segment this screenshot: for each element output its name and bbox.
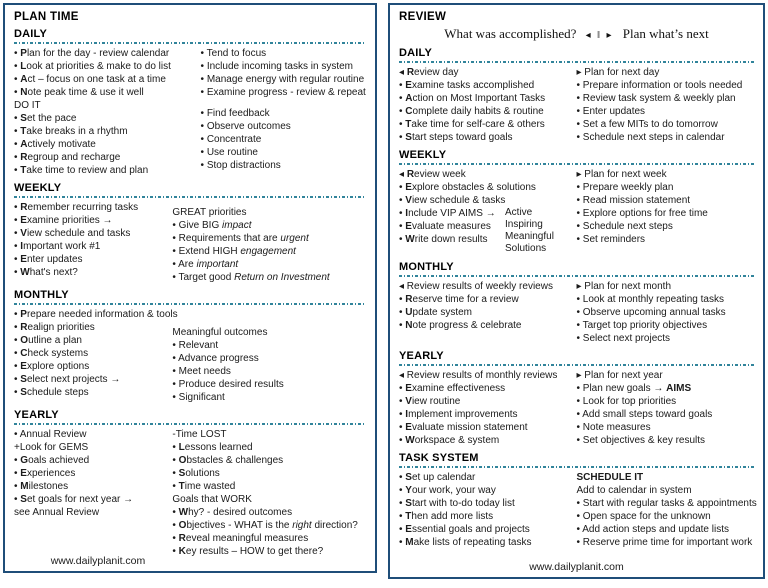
list-item: • Workspace & system — [399, 435, 500, 446]
list-item: • Meet needs — [172, 366, 231, 377]
list-item: • Outline a plan — [14, 335, 82, 346]
list-item: • Action on Most Important Tasks — [399, 93, 546, 104]
list-item: • Take time to review and plan — [14, 165, 149, 176]
column-left — [14, 428, 172, 558]
list-item: • Give BIG impact — [172, 220, 252, 231]
section-daily — [399, 47, 754, 144]
list-item: • Find feedback — [200, 108, 270, 119]
dotted-divider — [399, 61, 754, 63]
list-item: ▸ Plan for next day — [576, 67, 660, 78]
list-item: • Examine tasks accomplished — [399, 80, 535, 91]
list-item: • Start with regular tasks & appointments — [576, 498, 757, 509]
list-item: • Examine progress - review & repeat — [200, 87, 366, 98]
aims-list — [505, 207, 554, 255]
list-item: • Set objectives & key results — [576, 435, 706, 446]
list-item: • Evaluate measures — [399, 221, 491, 232]
column-right — [172, 321, 366, 404]
list-item: • Include VIP AIMS → — [399, 208, 496, 219]
list-item: • Solutions — [172, 468, 220, 479]
list-item: Add to calendar in system — [576, 485, 692, 496]
list-item: • Note peak time & use it well — [14, 87, 144, 98]
list-item: • Key results – HOW to get there? — [172, 546, 324, 557]
aims-item: Active — [505, 207, 533, 218]
list-item: • Goals achieved — [14, 455, 90, 466]
section-daily — [14, 28, 366, 177]
section-heading: WEEKLY — [399, 149, 447, 161]
rewind-pause-forward-icons: ◂ ‖ ▸ — [585, 30, 614, 41]
review-subtitle — [399, 26, 754, 42]
list-item: • Significant — [172, 392, 225, 403]
list-item: • Observe upcoming annual tasks — [576, 307, 726, 318]
section-monthly — [399, 261, 754, 345]
dotted-divider — [399, 466, 754, 468]
section-heading: YEARLY — [14, 409, 59, 421]
list-item: • Add action steps and update lists — [576, 524, 729, 535]
list-item: • Are important — [172, 259, 239, 270]
list-item: • Explore options — [14, 361, 90, 372]
list-item: • Set reminders — [576, 234, 646, 245]
list-item: • Implement improvements — [399, 409, 518, 420]
dotted-divider — [399, 163, 754, 165]
column-right — [172, 428, 366, 558]
section-heading: DAILY — [14, 28, 47, 40]
columns — [14, 47, 366, 177]
column-right — [577, 66, 755, 144]
list-item: • Examine effectiveness — [399, 383, 506, 394]
subtitle-plan: Plan what’s next — [622, 26, 709, 41]
column-right — [172, 201, 366, 284]
section-yearly — [14, 409, 366, 558]
subtitle-question: What was accomplished? — [444, 26, 577, 41]
list-item: • Experiences — [14, 468, 76, 479]
column-left — [399, 168, 577, 256]
list-item: • Check systems — [14, 348, 89, 359]
list-item: • Schedule next steps in calendar — [576, 132, 725, 143]
columns — [399, 471, 757, 549]
list-item: • Examine priorities → — [14, 215, 113, 226]
list-item: • Start with to-do today list — [399, 498, 515, 509]
list-item: • Manage energy with regular routine — [200, 74, 365, 85]
dotted-divider — [14, 42, 366, 44]
list-item: • Time wasted — [172, 481, 236, 492]
list-item: • Schedule steps — [14, 387, 89, 398]
panel-title: PLAN TIME — [14, 11, 79, 23]
list-item: • Write down results — [399, 234, 488, 245]
list-item: • Use routine — [200, 147, 258, 158]
list-item: • Review task system & weekly plan — [576, 93, 736, 104]
list-item: • Objectives - WHAT is the right direction? — [172, 520, 358, 531]
section-heading: YEARLY — [399, 350, 444, 362]
list-item: • View routine — [399, 396, 461, 407]
list-item: ▸ Plan for next week — [576, 169, 667, 180]
columns — [14, 428, 366, 558]
section-heading: MONTHLY — [14, 289, 69, 301]
list-item: • Enter updates — [14, 254, 83, 265]
list-item: • Take breaks in a rhythm — [14, 126, 128, 137]
list-item: ▸ Plan for next month — [576, 281, 672, 292]
list-item: • Reserve prime time for important work — [576, 537, 753, 548]
section-weekly — [14, 182, 366, 284]
dotted-divider — [14, 303, 366, 305]
list-item: • Explore options for free time — [576, 208, 708, 219]
list-item: • Your work, your way — [399, 485, 496, 496]
list-item: • Take time for self-care & others — [399, 119, 545, 130]
list-item: • Lessons learned — [172, 442, 253, 453]
column-left — [399, 66, 577, 144]
list-item: DO IT — [14, 100, 41, 111]
list-item: • Set up calendar — [399, 472, 476, 483]
aims-item: Solutions — [505, 243, 547, 254]
columns — [399, 280, 754, 345]
list-item: • Include incoming tasks in system — [200, 61, 353, 72]
list-item: • Obstacles & challenges — [172, 455, 284, 466]
section-task-system — [399, 452, 757, 549]
list-item: Meaningful outcomes — [172, 327, 268, 338]
list-item: • Select next projects — [576, 333, 671, 344]
list-item: • Explore obstacles & solutions — [399, 182, 536, 193]
list-item: • Essential goals and projects — [399, 524, 530, 535]
list-item: • Read mission statement — [576, 195, 691, 206]
sections-container — [14, 28, 366, 558]
list-item: ◂ Review results of weekly reviews — [399, 281, 553, 292]
section-heading: MONTHLY — [399, 261, 454, 273]
list-item: • Open space for the unknown — [576, 511, 711, 522]
list-item: • Prepare information or tools needed — [576, 80, 743, 91]
column-right — [201, 47, 366, 177]
columns — [14, 321, 366, 404]
list-item: • Then add more lists — [399, 511, 494, 522]
aims-item: Meaningful — [505, 231, 554, 242]
aims-item: Inspiring — [505, 219, 543, 230]
list-item: • Stop distractions — [200, 160, 281, 171]
column-left — [14, 321, 172, 404]
review-panel — [388, 3, 765, 579]
list-item: • Advance progress — [172, 353, 259, 364]
list-item: see Annual Review — [14, 507, 100, 518]
column-left — [14, 201, 172, 284]
list-item: • Requirements that are urgent — [172, 233, 309, 244]
list-item: • View schedule & tasks — [399, 195, 506, 206]
list-item: • Set goals for next year → — [14, 494, 134, 505]
column-left — [399, 369, 577, 447]
list-item: • Reserve time for a review — [399, 294, 519, 305]
list-item: • Produce desired results — [172, 379, 284, 390]
list-item: • Update system — [399, 307, 472, 318]
list-item: Goals that WORK — [172, 494, 252, 505]
site-url: www.dailyplanit.com — [529, 561, 624, 573]
list-item: • Evaluate mission statement — [399, 422, 528, 433]
list-item: • Tend to focus — [200, 48, 267, 59]
site-url: www.dailyplanit.com — [50, 555, 146, 567]
list-item: • Why? - desired outcomes — [172, 507, 293, 518]
list-item: • View schedule and tasks — [14, 228, 131, 239]
list-item: • Plan new goals → AIMS — [576, 383, 692, 394]
list-item: ◂ Review week — [399, 169, 466, 180]
list-item: • Note measures — [576, 422, 651, 433]
list-item: -Time LOST — [172, 429, 227, 440]
list-item: • Select next projects → — [14, 374, 121, 385]
section-weekly — [399, 149, 754, 256]
dotted-divider — [14, 423, 366, 425]
panel-title: REVIEW — [399, 11, 447, 23]
list-item: ◂ Review day — [399, 67, 459, 78]
sections-container — [399, 47, 757, 549]
list-item: • Set the pace — [14, 113, 77, 124]
list-item: • Actively motivate — [14, 139, 96, 150]
section-heading: DAILY — [399, 47, 432, 59]
list-item: • Note progress & celebrate — [399, 320, 522, 331]
spacer — [201, 99, 366, 107]
list-item: • Look at priorities & make to do list — [14, 61, 171, 72]
list-item: • Target top priority objectives — [576, 320, 708, 331]
list-item: • Remember recurring tasks — [14, 202, 139, 213]
column-left — [399, 471, 577, 549]
dotted-divider — [14, 196, 366, 198]
plan-time-panel — [3, 3, 377, 573]
section-heading: WEEKLY — [14, 182, 62, 194]
dotted-divider — [399, 275, 754, 277]
dotted-divider — [399, 364, 754, 366]
columns — [399, 168, 754, 256]
list-item: • What's next? — [14, 267, 78, 278]
columns — [399, 66, 754, 144]
columns — [14, 201, 366, 284]
list-item: • Target good Return on Investment — [172, 272, 330, 283]
list-item: +Look for GEMS — [14, 442, 89, 453]
list-item: ◂ Review results of monthly reviews — [399, 370, 558, 381]
list-item: • Relevant — [172, 340, 219, 351]
section-heading: TASK SYSTEM — [399, 452, 479, 464]
list-item: • Schedule next steps — [576, 221, 673, 232]
list-item: • Concentrate — [200, 134, 262, 145]
list-item: • Add small steps toward goals — [576, 409, 713, 420]
list-item: • Extend HIGH engagement — [172, 246, 296, 257]
list-item: • Look for top priorities — [576, 396, 677, 407]
list-item: • Milestones — [14, 481, 69, 492]
column-left — [14, 47, 201, 177]
list-item: • Annual Review — [14, 429, 87, 440]
column-right — [577, 168, 755, 256]
column-right — [577, 471, 755, 549]
list-item: • Prepare needed information & tools — [14, 309, 178, 320]
list-item: • Prepare weekly plan — [576, 182, 674, 193]
list-item: ▸ Plan for next year — [576, 370, 663, 381]
list-item: • Realign priorities — [14, 322, 95, 333]
list-item: • Start steps toward goals — [399, 132, 513, 143]
columns — [399, 369, 754, 447]
list-item: • Observe outcomes — [200, 121, 291, 132]
list-item: • Complete daily habits & routine — [399, 106, 544, 117]
list-item: SCHEDULE IT — [576, 472, 644, 483]
list-item: • Act – focus on one task at a time — [14, 74, 166, 85]
list-item: • Reveal meaningful measures — [172, 533, 309, 544]
list-item: • Set a few MITs to do tomorrow — [576, 119, 718, 130]
column-right — [577, 369, 755, 447]
column-left — [399, 280, 577, 345]
list-item: • Regroup and recharge — [14, 152, 121, 163]
list-item: • Make lists of repeating tasks — [399, 537, 532, 548]
section-monthly — [14, 289, 366, 404]
list-item: • Plan for the day - review calendar — [14, 48, 170, 59]
list-item: • Enter updates — [576, 106, 646, 117]
list-item: • Look at monthly repeating tasks — [576, 294, 724, 305]
list-item: • Important work #1 — [14, 241, 101, 252]
section-yearly — [399, 350, 754, 447]
list-item: GREAT priorities — [172, 207, 247, 218]
column-right — [577, 280, 755, 345]
